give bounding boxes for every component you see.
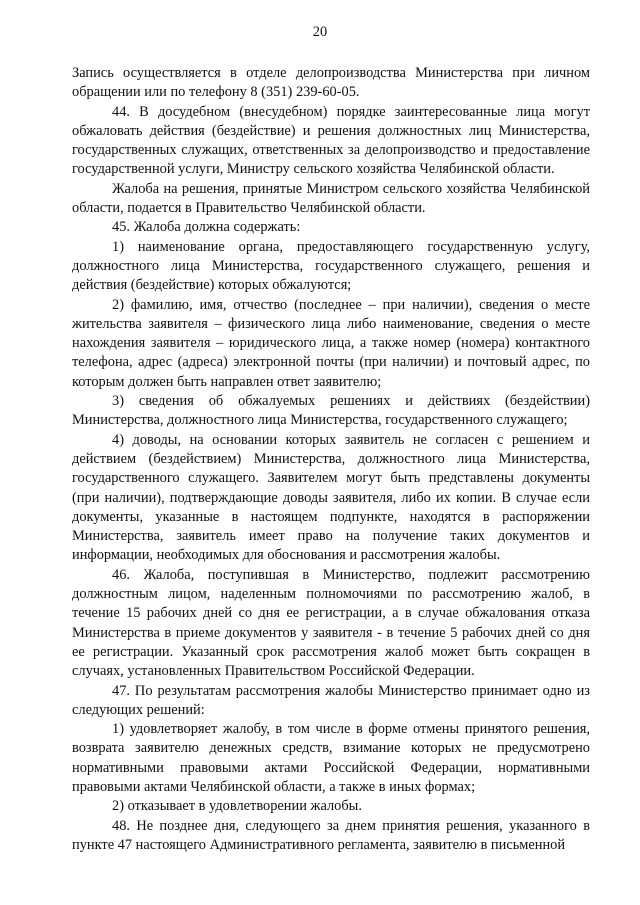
paragraph-45-item-1: 1) наименование органа, предоставляющего государственную услугу, должностного лица Министерства, государственного служащего, решения и действия (бездействие) которых обжалуются; <box>72 238 590 294</box>
paragraph-48: 48. Не позднее дня, следующего за днем принятия решения, указанного в пункте 47 настоящего Административного регламента, заявителю в письменной <box>72 817 590 853</box>
paragraph-45-item-3: 3) сведения об обжалуемых решениях и действиях (бездействии) Министерства, должностного лица Министерства, государственного служащего; <box>72 393 590 429</box>
document-body <box>72 64 590 855</box>
paragraph-45: 45. Жалоба должна содержать: <box>112 219 301 236</box>
paragraph-45-item-2: 2) фамилию, имя, отчество (последнее – при наличии), сведения о месте жительства заявителя – физического лица либо наименование, сведения о месте нахождения заявителя – юридического лица, а также номер (номера) контактного телефона, адрес (адреса) электронной почты (при наличии) и почтовый адрес, по которым должен быть направлен ответ заявителю; <box>72 296 590 390</box>
paragraph-44: 44. В досудебном (внесудебном) порядке заинтересованные лица могут обжаловать действия (бездействие) и решения должностных лиц Министерства, государственных служащих, ответственных за делопроизводство и предоставление государственной услуги, Министру сельского хозяйства Челябинской области. <box>72 103 590 178</box>
page-number: 20 <box>312 24 328 40</box>
paragraph-47-item-2: 2) отказывает в удовлетворении жалобы. <box>112 798 362 815</box>
paragraph-appointment-contact: Запись осуществляется в отделе делопроизводства Министерства при личном обращении или по телефону 8 (351) 239-60-05. <box>72 65 590 101</box>
paragraph-47-item-1: 1) удовлетворяет жалобу, в том числе в форме отмены принятого решения, возврата заявителю денежных средств, взимание которых не предусмотрено нормативными правовыми актами Российской Федерации, нормативными правовыми актами Челябинской области, а также в иных формах; <box>72 721 590 795</box>
paragraph-47: 47. По результатам рассмотрения жалобы Министерство принимает одно из следующих решений: <box>72 682 590 718</box>
paragraph-46: 46. Жалоба, поступившая в Министерство, подлежит рассмотрению должностным лицом, наделенным полномочиями по рассмотрению жалоб, в течение 15 рабочих дней со дня ее регистрации, а в случае обжалования отказа Министерства в приеме документов у заявителя - в течение 5 рабочих дней со дня ее регистрации. Указанный срок рассмотрения жалоб может быть сокращен в случаях, установленных Правительством Российской Федерации. <box>72 566 590 680</box>
paragraph-45-item-4: 4) доводы, на основании которых заявитель не согласен с решением и действием (бездействием) Министерства, должностного лица Министерства, государственного служащего. Заявителем могут быть представлены документы (при наличии), подтверждающие доводы заявителя, либо их копии. В случае если документы, указанные в настоящем подпункте, находятся в распоряжении Министерства, заявитель имеет право на получение таких документов и информации, необходимых для обоснования и рассмотрения жалобы. <box>72 431 590 564</box>
paragraph-complaint-government: Жалоба на решения, принятые Министром сельского хозяйства Челябинской области, подается в Правительство Челябинской области. <box>72 180 590 217</box>
